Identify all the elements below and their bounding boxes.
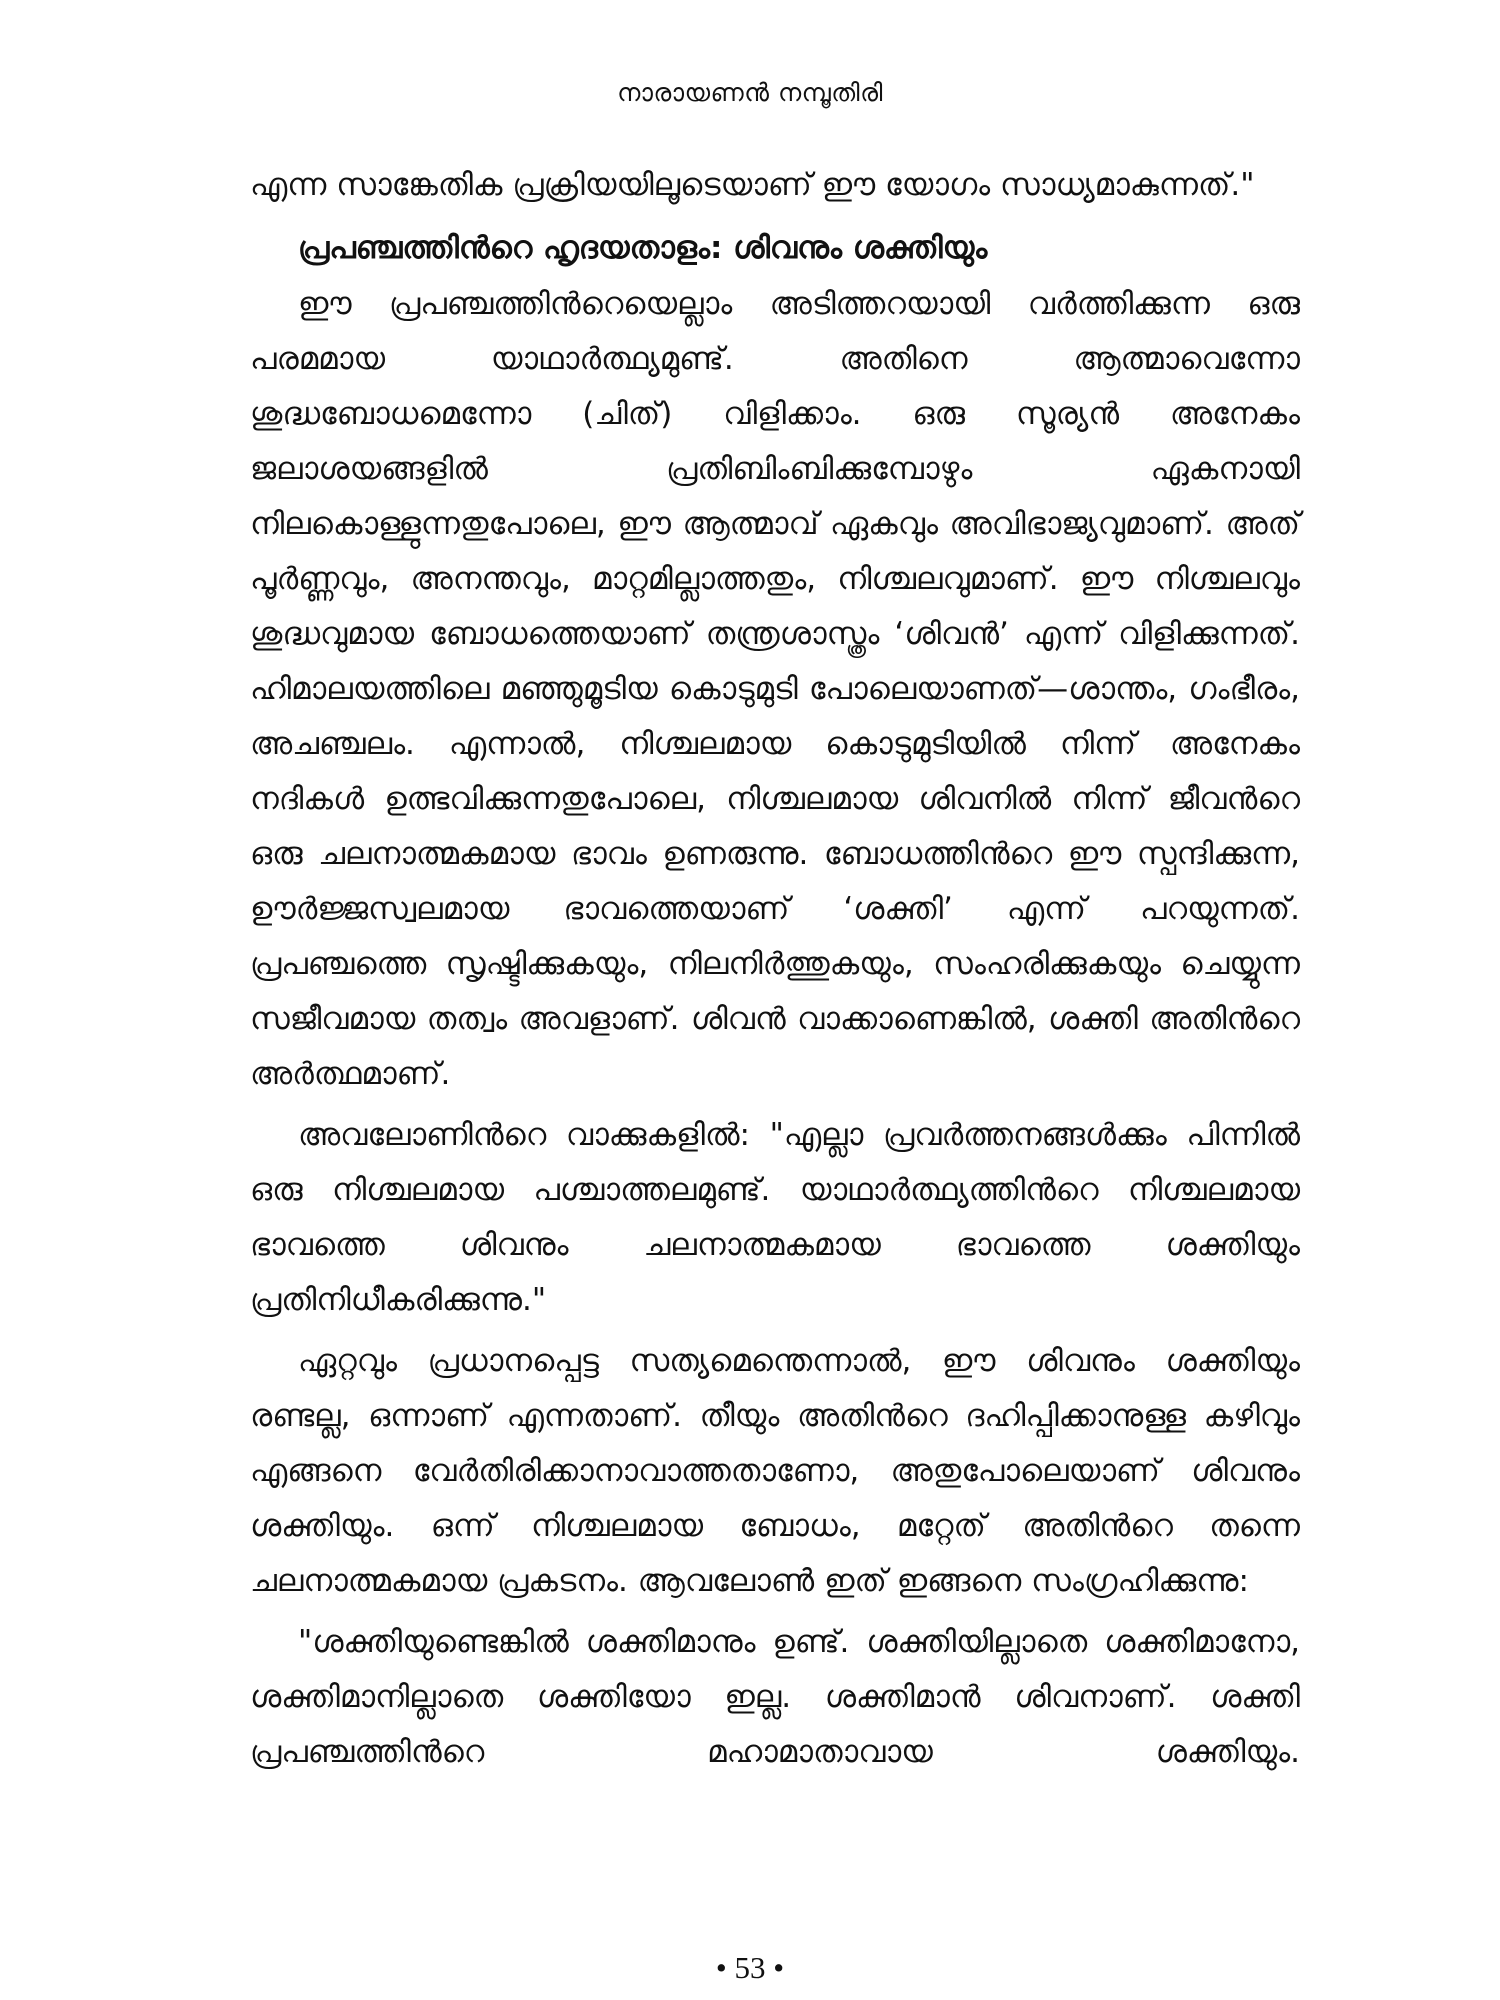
body-text (250, 158, 1300, 1780)
page-number: • 53 • (715, 1950, 785, 1985)
paragraph-shaktiman-quote: "ശക്തിയുണ്ടെങ്കിൽ ശക്തിമാനും ഉണ്ട്. ശക്തിയില്ലാതെ ശക്തിമാനോ, ശക്തിമാനില്ലാതെ ശക്തിയോ ഇല്ല. ശക്തിമാൻ ശിവനാണ്. ശക്തി പ്രപഞ്ചത്തിൻറെ മഹാമാതാവായ ശക്തിയും. (250, 1624, 1300, 1770)
running-head: നാരായണൻ നമ്പൂതിരി (617, 78, 883, 107)
paragraph-avalon-quote: അവലോണിൻറെ വാക്കുകളിൽ: "എല്ലാ പ്രവർത്തനങ്ങൾക്കും പിന്നിൽ ഒരു നിശ്ചലമായ പശ്ചാത്തലമുണ്ട്. യാഥാർത്ഥ്യത്തിൻറെ നിശ്ചലമായ ഭാവത്തെ ശിവനും ചലനാത്മകമായ ഭാവത്തെ ശക്തിയും പ്രതിനിധീകരിക്കുന്നു." (250, 1117, 1300, 1318)
paragraph-oneness: ഏറ്റവും പ്രധാനപ്പെട്ട സത്യമെന്തെന്നാൽ, ഈ ശിവനും ശക്തിയും രണ്ടല്ല, ഒന്നാണ് എന്നതാണ്. തീയും അതിൻറെ ദഹിപ്പിക്കാനുള്ള കഴിവും എങ്ങനെ വേർതിരിക്കാനാവാത്തതാണോ, അതുപോലെയാണ് ശിവനും ശക്തിയും. ഒന്ന് നിശ്ചലമായ ബോധം, മറ്റേത് അതിൻറെ തന്നെ ചലനാത്മകമായ പ്രകടനം. ആവലോൺ ഇത് ഇങ്ങനെ സംഗ്രഹിക്കുന്നു: (250, 1343, 1300, 1599)
paragraph-continuation: എന്ന സാങ്കേതിക പ്രക്രിയയിലൂടെയാണ് ഈ യോഗം സാധ്യമാകുന്നത്." (250, 167, 1255, 203)
paragraph-shiva-shakti: ഈ പ്രപഞ്ചത്തിൻറെയെല്ലാം അടിത്തറയായി വർത്തിക്കുന്ന ഒരു പരമമായ യാഥാർത്ഥ്യമുണ്ട്. അതിനെ ആത്മാവെന്നോ ശുദ്ധബോധമെന്നോ (ചിത്) വിളിക്കാം. ഒരു സൂര്യൻ അനേകം ജലാശയങ്ങളിൽ പ്രതിബിംബിക്കുമ്പോഴും ഏകനായി നിലകൊള്ളുന്നതുപോലെ, ഈ ആത്മാവ് ഏകവും അവിഭാജ്യവുമാണ്. അത് പൂർണ്ണവും, അനന്തവും, മാറ്റമില്ലാത്തതും, നിശ്ചലവുമാണ്. ഈ നിശ്ചലവും ശുദ്ധവുമായ ബോധത്തെയാണ് തന്ത്രശാസ്ത്രം ‘ശിവൻ’ എന്ന് വിളിക്കുന്നത്. ഹിമാലയത്തിലെ മഞ്ഞുമൂടിയ കൊടുമുടി പോലെയാണത്—ശാന്തം, ഗംഭീരം, അചഞ്ചലം. എന്നാൽ, നിശ്ചലമായ കൊടുമുടിയിൽ നിന്ന് അനേകം നദികൾ ഉത്ഭവിക്കുന്നതുപോലെ, നിശ്ചലമായ ശിവനിൽ നിന്ന് ജീവൻറെ ഒരു ചലനാത്മകമായ ഭാവം ഉണരുന്നു. ബോധത്തിൻറെ ഈ സ്പന്ദിക്കുന്ന, ഊർജ്ജസ്വലമായ ഭാവത്തെയാണ് ‘ശക്തി’ എന്ന് പറയുന്നത്. പ്രപഞ്ചത്തെ സൃഷ്ടിക്കുകയും, നിലനിർത്തുകയും, സംഹരിക്കുകയും ചെയ്യുന്ന സജീവമായ തത്വം അവളാണ്. ശിവൻ വാക്കാണെങ്കിൽ, ശക്തി അതിൻറെ അർത്ഥമാണ്. (250, 286, 1300, 1092)
section-heading: പ്രപഞ്ചത്തിൻറെ ഹൃദയതാളം: ശിവനും ശക്തിയും (298, 230, 988, 266)
